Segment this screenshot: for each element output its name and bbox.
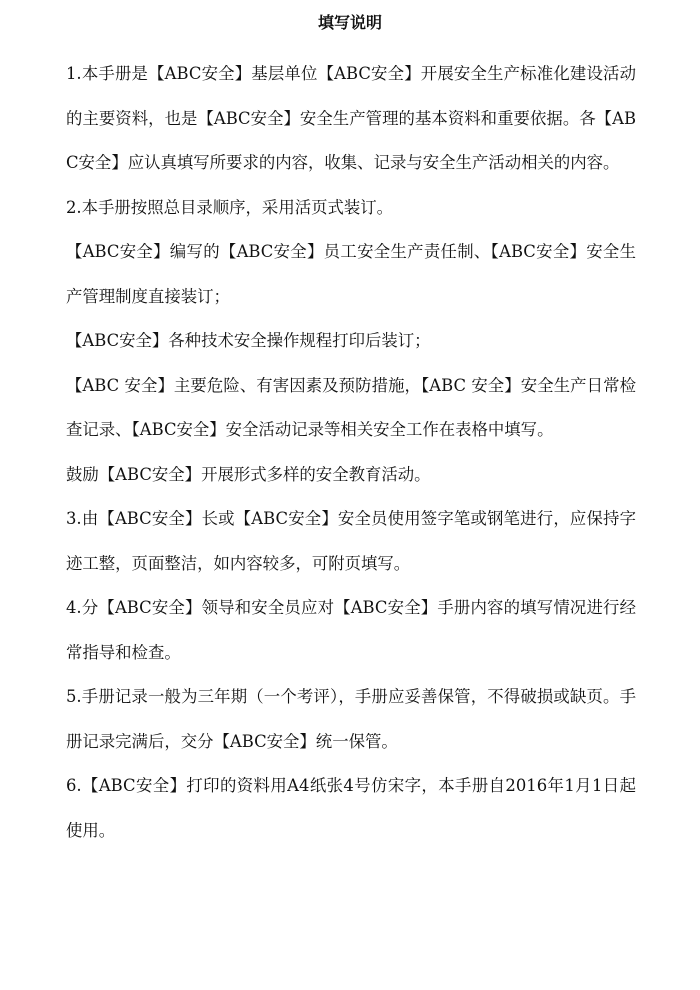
paragraph: 鼓励【ABC安全】开展形式多样的安全教育活动。 [66,464,431,484]
paragraph: 3.由【ABC安全】长或【ABC安全】安全员使用签字笔或钢笔进行，应保持字迹工整，页面整洁，如内容较多，可附页填写。 [66,509,636,573]
paragraph: 5.手册记录一般为三年期（一个考评），手册应妥善保管，不得破损或缺页。手册记录完满后，交分【ABC安全】统一保管。 [66,687,636,751]
paragraph: 1.本手册是【ABC安全】基层单位【ABC安全】开展安全生产标准化建设活动的主要资料，也是【ABC安全】安全生产管理的基本资料和重要依据。各【ABC安全】应认真填写所要求的内容，收集、记录与安全生产活动相关的内容。 [66,64,636,172]
paragraph: 4.分【ABC安全】领导和安全员应对【ABC安全】手册内容的填写情况进行经常指导和检查。 [66,598,636,662]
paragraph: 6.【ABC安全】打印的资料用A4纸张4号仿宋字，本手册自2016年1月1日起使用。 [66,776,636,840]
document-body [66,52,636,853]
paragraph: 【ABC安全】各种技术安全操作规程打印后装订； [66,331,431,350]
page-title: 填写说明 [317,13,382,32]
paragraph: 2.本手册按照总目录顺序，采用活页式装订。 [66,197,394,217]
paragraph: 【ABC安全】编写的【ABC安全】员工安全生产责任制、【ABC安全】安全生产管理制度直接装订； [66,242,636,306]
paragraph: 【ABC 安全】主要危险、有害因素及预防措施，【ABC 安全】安全生产日常检查记录、【ABC安全】安全活动记录等相关安全工作在表格中填写。 [66,375,636,439]
